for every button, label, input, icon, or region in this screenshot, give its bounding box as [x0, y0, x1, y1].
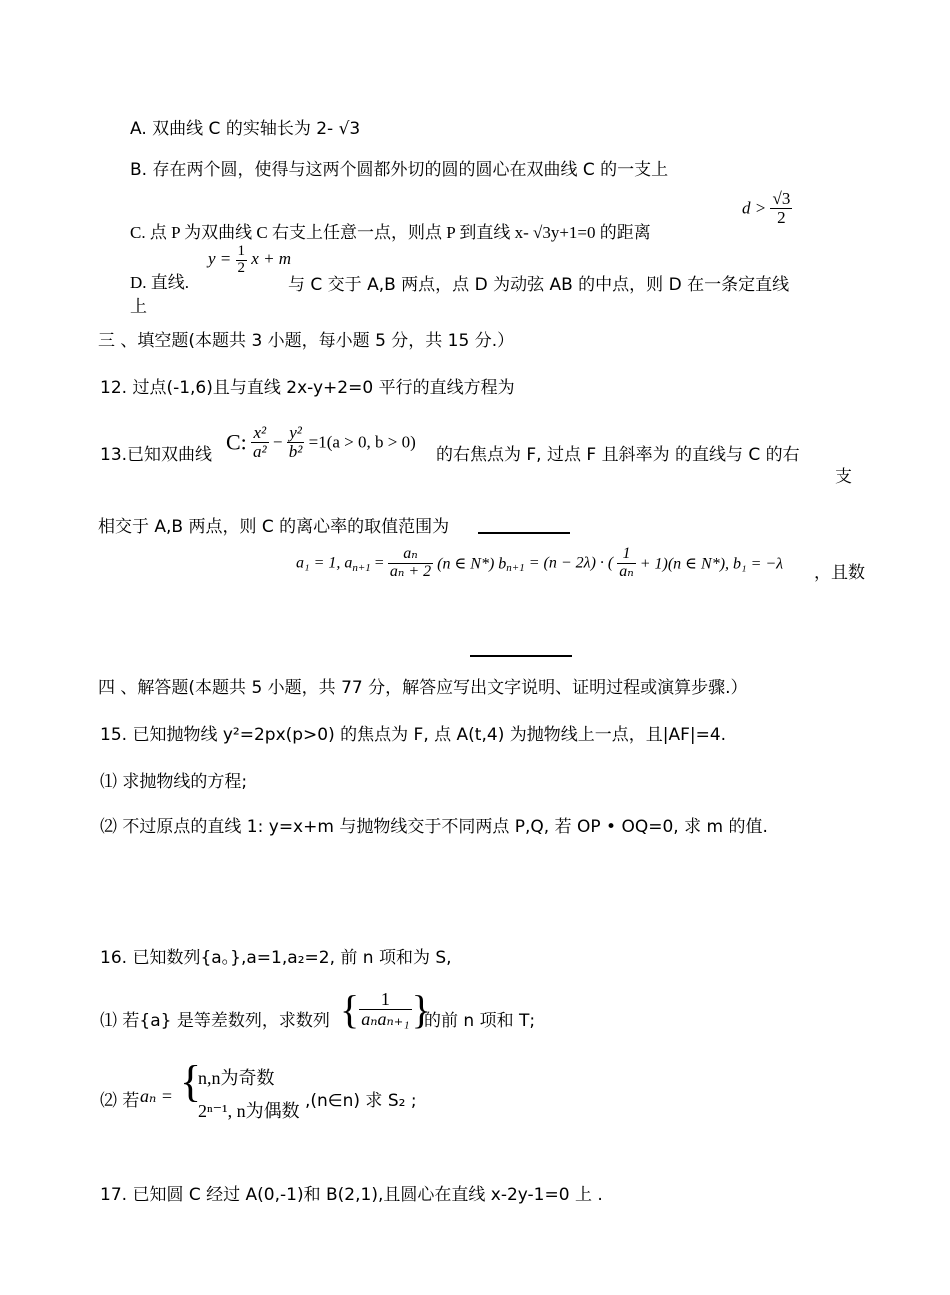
- question-14-frac2: [617, 546, 635, 581]
- question-16-case-1: n,n为奇数: [198, 1068, 275, 1088]
- option-c-den: 2: [777, 207, 786, 227]
- question-13-minus: −: [272, 432, 283, 452]
- section-4-heading: 四 、解答题(本题共 5 小题，共 77 分，解答应写出文字说明、证明过程或演算步骤.）: [98, 678, 748, 698]
- question-13-eq: =1(a > 0, b > 0): [308, 432, 416, 452]
- question-16-part-1-suffix: 的前 n 项和 T;: [424, 1011, 536, 1031]
- option-c-d: d >: [742, 198, 767, 218]
- option-a: A. 双曲线 C 的实轴长为 2- √3: [130, 119, 361, 139]
- question-16-case-brace: {: [180, 1057, 202, 1106]
- question-14-mid: (n ∈ N*) b: [437, 555, 507, 573]
- question-13-x2: x²: [251, 424, 269, 443]
- option-d-xm: x + m: [251, 249, 292, 269]
- question-16-part-2-suffix: ,(n∈n) 求 S₂ ;: [305, 1091, 417, 1111]
- question-16-brace-left: {: [340, 987, 360, 1032]
- question-14-formula: [296, 546, 783, 581]
- question-13-line2: 相交于 A,B 两点，则 C 的离心率的取值范围为: [98, 517, 450, 537]
- question-15-part-1: ⑴ 求抛物线的方程;: [100, 772, 248, 792]
- option-c-distance: [742, 190, 792, 227]
- question-14-num2: 1: [617, 546, 635, 564]
- option-d-fraction: [236, 244, 248, 277]
- question-14-frac1: [388, 546, 433, 581]
- question-16-case-2: 2ⁿ⁻¹, n为偶数: [198, 1101, 300, 1121]
- question-13-c: C:: [226, 429, 247, 455]
- question-16-den: aₙaₙ₊₁: [361, 1009, 410, 1029]
- question-13-wrap: 支: [835, 467, 852, 487]
- option-c-text: C. 点 P 为双曲线 C 右支上任意一点，则点 P 到直线 x- √3y+1=0 的距离: [130, 223, 651, 242]
- question-14-a1sub: n+1: [352, 562, 371, 575]
- question-13-frac-x: [251, 424, 269, 461]
- question-13-frac-y: [287, 424, 305, 461]
- question-13-prefix: 13.已知双曲线: [100, 445, 213, 465]
- option-c-fraction: [770, 190, 792, 227]
- question-16-frac: [359, 990, 411, 1029]
- question-16-part-1-fraction: [340, 986, 431, 1033]
- question-16-stem: 16. 已知数列{a。},a=1,a₂=2, 前 n 项和为 S,: [100, 948, 452, 968]
- option-d-y: y =: [208, 249, 232, 269]
- option-d-tail: 上: [130, 297, 147, 317]
- question-14-den2: aₙ: [619, 562, 634, 580]
- question-13-text: 的右焦点为 F, 过点 F 且斜率为 的直线与 C 的右: [436, 445, 800, 465]
- question-14-answer-blank: [470, 655, 572, 657]
- question-13-equation: [226, 424, 416, 461]
- option-d-den: 2: [237, 259, 246, 276]
- option-d-text: 与 C 交于 A,B 两点，点 D 为动弦 AB 的中点，则 D 在一条定直线: [288, 275, 790, 295]
- question-14-mid2: = (n − 2λ) · (: [524, 554, 614, 572]
- question-15-stem: 15. 已知抛物线 y²=2px(p>0) 的焦点为 F, 点 A(t,4) 为抛物线上一点，且|AF|=4.: [100, 725, 727, 745]
- option-c-num: √3: [772, 189, 791, 208]
- question-13-y2: y²: [287, 424, 305, 443]
- question-12: 12. 过点(-1,6)且与直线 2x-y+2=0 平行的直线方程为: [100, 378, 515, 398]
- question-16-an: [140, 1086, 173, 1107]
- section-3-heading: 三 、填空题(本题共 3 小题，每小题 5 分，共 15 分.）: [98, 331, 515, 351]
- question-15-part-2: ⑵ 不过原点的直线 1: y=x+m 与抛物线交于不同两点 P,Q, 若 OP • OQ=0, 求 m 的值.: [100, 817, 768, 837]
- question-16-part-2-prefix: ⑵ 若: [100, 1091, 140, 1111]
- question-13-answer-blank: [478, 532, 570, 534]
- question-13-b2: b²: [288, 441, 303, 461]
- question-14-text: ，且数: [814, 563, 865, 583]
- option-d-num: 1: [237, 243, 246, 259]
- question-16-brace-right: }: [411, 987, 431, 1032]
- question-14-num1: aₙ: [388, 546, 433, 564]
- option-d-prefix: D. 直线.: [130, 273, 190, 292]
- question-14-tail: + 1)(n ∈ N*), b₁ = −λ: [639, 555, 784, 573]
- option-d-line-eq: [208, 244, 291, 277]
- question-14-eq1: =: [370, 554, 384, 572]
- question-13-a2: a²: [253, 441, 267, 461]
- question-17-stem: 17. 已知圆 C 经过 A(0,-1)和 B(2,1),且圆心在直线 x-2y-1=0 上 .: [100, 1185, 603, 1205]
- option-b: B. 存在两个圆，使得与这两个圆都外切的圆的圆心在双曲线 C 的一支上: [130, 160, 669, 180]
- option-c: [130, 218, 651, 243]
- question-16-part-1-prefix: ⑴ 若{a} 是等差数列，求数列: [100, 1011, 330, 1031]
- option-d: [130, 268, 189, 293]
- question-16-an-label: aₙ =: [140, 1086, 173, 1106]
- question-14-den1: aₙ + 2: [389, 562, 432, 580]
- question-14-bsub: n+1: [506, 562, 525, 575]
- question-16-num: 1: [359, 990, 411, 1010]
- question-14-a1: a₁ = 1, a: [296, 554, 353, 572]
